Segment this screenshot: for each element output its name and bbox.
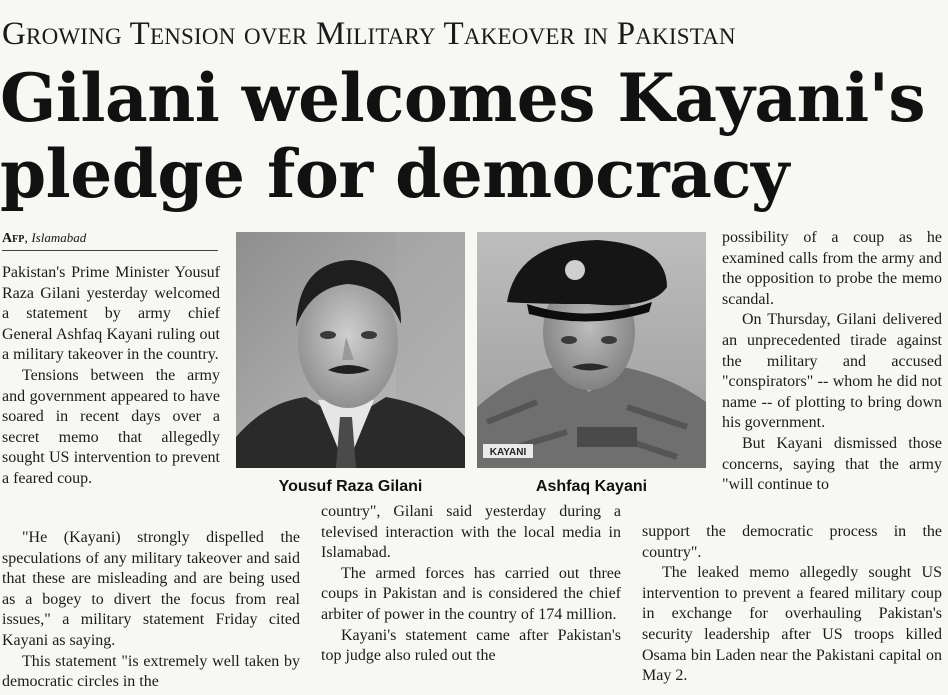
- byline-place: Islamabad: [31, 230, 87, 245]
- paragraph: support the democratic process in the country".: [642, 523, 942, 561]
- photo-caption-gilani: Yousuf Raza Gilani: [278, 478, 423, 495]
- column-2: [321, 502, 621, 667]
- photo-caption-kayani: Ashfaq Kayani: [535, 478, 648, 495]
- column-1-lower: [2, 528, 300, 693]
- uniform-name-tag: KAYANI: [489, 447, 527, 458]
- paragraph: On Thursday, Gilani delivered an unprecedented tirade against the military and accused "conspirators" -- whom he did not name -- of plotting to bring down his government.: [722, 311, 942, 432]
- paragraph: Kayani's statement came after Pakistan's top judge also ruled out the: [321, 626, 621, 665]
- paragraph: Pakistan's Prime Minister Yousuf Raza Gilani yesterday welcomed a statement by army chief General Ashfaq Kayani ruling out a military takeover in the country.: [2, 264, 220, 364]
- article-headline: Gilani welcomes Kayani's pledge for democracy: [0, 59, 926, 213]
- photo-gilani: [236, 232, 465, 468]
- kayani-portrait: [477, 232, 706, 468]
- column-3-lower: [642, 522, 942, 687]
- paragraph: The armed forces has carried out three coups in Pakistan and is considered the chief arbiter of power in the country of 174 million.: [321, 564, 621, 623]
- gilani-portrait: [236, 232, 465, 468]
- photo-kayani: [477, 232, 706, 468]
- byline: Afp, Islamabad: [2, 229, 218, 251]
- column-1: [2, 263, 220, 490]
- byline-agency: Afp: [2, 231, 25, 246]
- paragraph: "He (Kayani) strongly dispelled the speculations of any military takeover and said that these are misleading and are being used as a bogey to divert the focus from real issues," a military statement Friday cited Kayani as saying.: [2, 529, 300, 649]
- paragraph: The leaked memo allegedly sought US intervention to prevent a feared military coup in exchange for overhauling Pakistan's security leadership after US troops killed Osama bin Laden near the Pakistani capital on May 2.: [642, 564, 942, 685]
- paragraph: Tensions between the army and government appeared to have soared in recent days over a secret memo that allegedly sought US intervention to prevent a feared coup.: [2, 366, 220, 487]
- paragraph: possibility of a coup as he examined calls from the army and the opposition to probe the memo scandal.: [722, 229, 942, 308]
- article-kicker: Growing Tension over Military Takeover in Pakistan: [2, 16, 736, 52]
- paragraph: country", Gilani said yesterday during a televised interaction with the local media in Islamabad.: [321, 503, 621, 562]
- column-3: [722, 228, 942, 496]
- paragraph: But Kayani dismissed those concerns, saying that the army "will continue to: [722, 434, 942, 494]
- paragraph: This statement "is extremely well taken by democratic circles in the: [2, 652, 300, 691]
